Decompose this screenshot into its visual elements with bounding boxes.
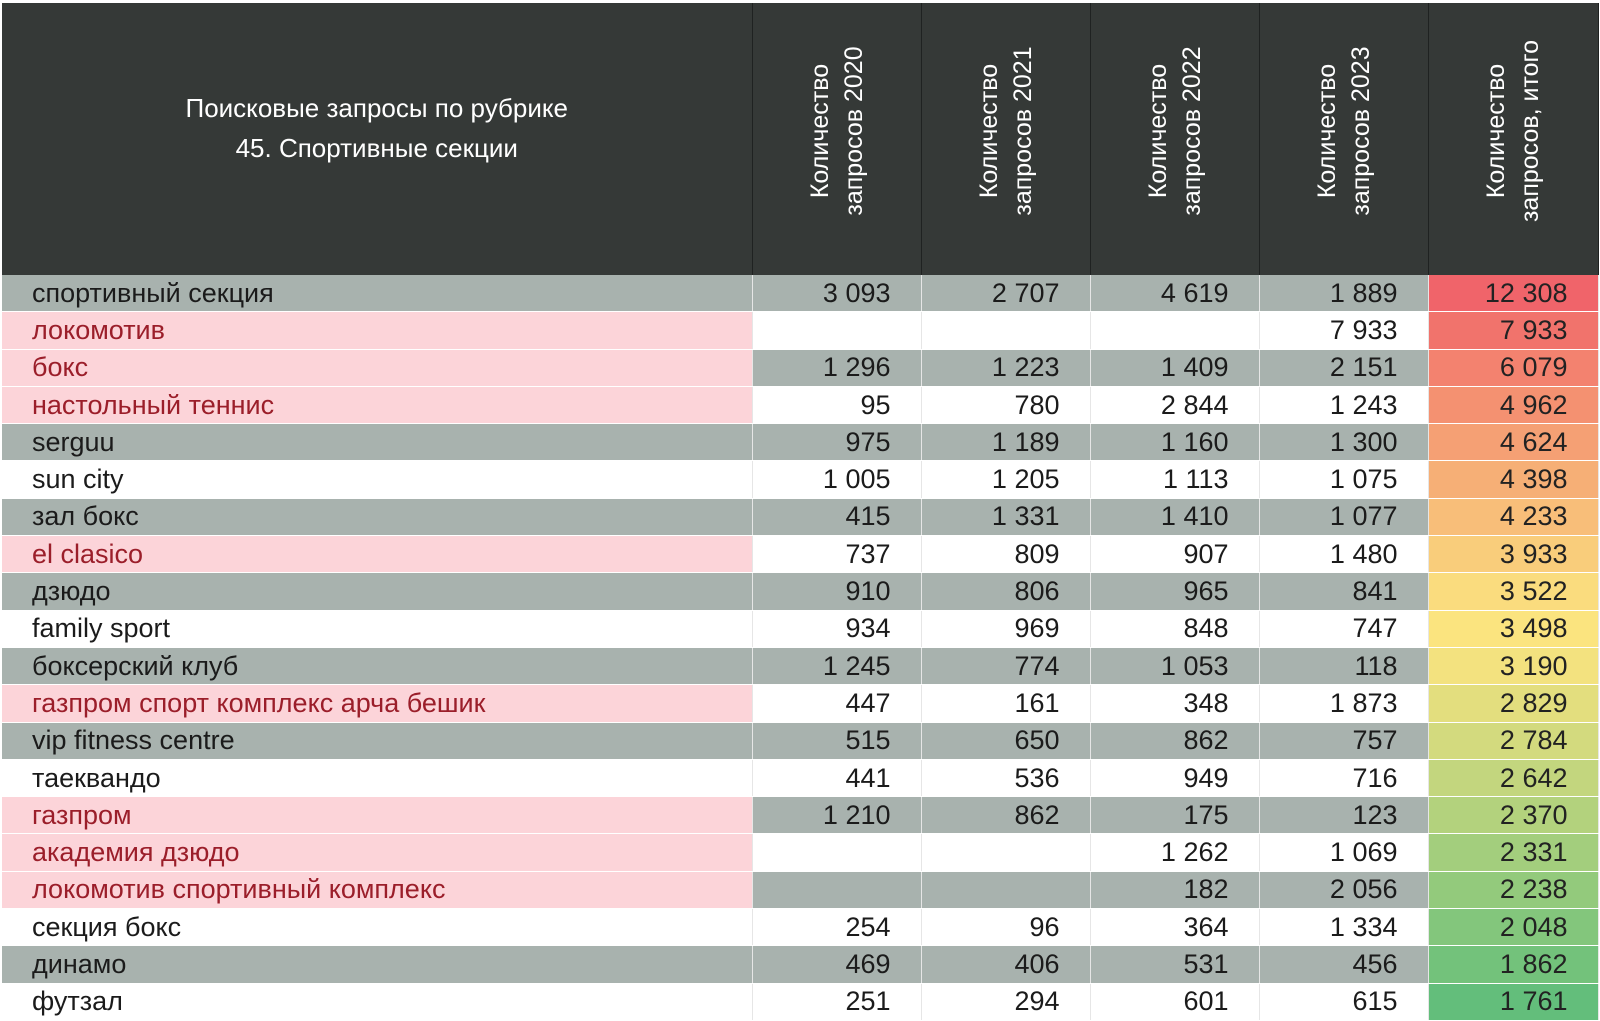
row-label: зал бокс [2,498,752,535]
value-cell: 965 [1090,573,1259,610]
value-cell: 615 [1259,983,1428,1020]
value-cell: 1 331 [921,498,1090,535]
row-label: локомотив [2,312,752,349]
value-cell: 1 189 [921,424,1090,461]
table-row [2,275,1598,312]
table-title-line-1: Поисковые запросы по рубрике [185,93,568,123]
column-header-total-line-1: Количество [1482,63,1510,199]
value-cell: 780 [921,386,1090,423]
table-row [2,461,1598,498]
value-cell: 96 [921,909,1090,946]
total-cell: 4 398 [1428,461,1598,498]
value-cell: 949 [1090,759,1259,796]
row-label: академия дзюдо [2,834,752,871]
row-label: газпром спорт комплекс арча бешик [2,685,752,722]
value-cell: 1 480 [1259,536,1428,573]
total-cell: 6 079 [1428,349,1598,386]
header-row [2,3,1598,275]
value-cell: 650 [921,722,1090,759]
value-cell: 2 844 [1090,386,1259,423]
total-cell: 4 624 [1428,424,1598,461]
value-cell [752,871,921,908]
value-cell: 737 [752,536,921,573]
table-row [2,722,1598,759]
value-cell: 1 243 [1259,386,1428,423]
value-cell: 1 262 [1090,834,1259,871]
table-row [2,983,1598,1020]
row-label: serguu [2,424,752,461]
value-cell: 1 223 [921,349,1090,386]
total-cell: 4 962 [1428,386,1598,423]
value-cell: 2 056 [1259,871,1428,908]
value-cell: 251 [752,983,921,1020]
column-header-2020 [752,3,921,275]
value-cell: 123 [1259,797,1428,834]
total-cell: 2 331 [1428,834,1598,871]
value-cell: 254 [752,909,921,946]
total-cell: 3 190 [1428,647,1598,684]
total-cell: 3 498 [1428,610,1598,647]
total-cell: 4 233 [1428,498,1598,535]
row-label: таеквандо [2,759,752,796]
value-cell: 848 [1090,610,1259,647]
total-cell: 2 048 [1428,909,1598,946]
column-header-total-line-2: запросов, итого [1516,39,1544,223]
total-cell: 3 522 [1428,573,1598,610]
value-cell [752,312,921,349]
row-label: настольный теннис [2,386,752,423]
value-cell: 348 [1090,685,1259,722]
row-label: family sport [2,610,752,647]
value-cell: 1 210 [752,797,921,834]
column-header-2022-line-1: Количество [1143,63,1172,199]
value-cell: 1 113 [1090,461,1259,498]
value-cell [752,834,921,871]
column-header-2022 [1090,3,1259,275]
value-cell: 536 [921,759,1090,796]
value-cell: 515 [752,722,921,759]
value-cell: 862 [1090,722,1259,759]
row-label: боксерский клуб [2,647,752,684]
value-cell: 294 [921,983,1090,1020]
row-label: vip fitness centre [2,722,752,759]
value-cell: 747 [1259,610,1428,647]
value-cell: 1 077 [1259,498,1428,535]
table-row [2,536,1598,573]
total-cell: 1 862 [1428,946,1598,983]
value-cell: 841 [1259,573,1428,610]
row-label: el clasico [2,536,752,573]
value-cell: 415 [752,498,921,535]
table-row [2,424,1598,461]
value-cell: 774 [921,647,1090,684]
value-cell: 975 [752,424,921,461]
value-cell: 757 [1259,722,1428,759]
total-cell: 1 761 [1428,983,1598,1020]
value-cell: 1 160 [1090,424,1259,461]
row-label: динамо [2,946,752,983]
value-cell: 469 [752,946,921,983]
value-cell: 1 409 [1090,349,1259,386]
table-row [2,834,1598,871]
table-row [2,647,1598,684]
value-cell: 1 005 [752,461,921,498]
row-label: газпром [2,797,752,834]
value-cell: 447 [752,685,921,722]
column-header-2023 [1259,3,1428,275]
total-cell: 2 370 [1428,797,1598,834]
value-cell: 1 889 [1259,275,1428,312]
row-label: дзюдо [2,573,752,610]
value-cell: 406 [921,946,1090,983]
table-body [2,275,1598,1020]
table-row [2,349,1598,386]
total-cell: 3 933 [1428,536,1598,573]
table-row [2,312,1598,349]
row-label: бокс [2,349,752,386]
value-cell: 95 [752,386,921,423]
value-cell: 364 [1090,909,1259,946]
value-cell [921,834,1090,871]
value-cell: 4 619 [1090,275,1259,312]
table-row [2,685,1598,722]
table-title [2,3,752,275]
value-cell: 118 [1259,647,1428,684]
total-cell: 2 784 [1428,722,1598,759]
value-cell: 907 [1090,536,1259,573]
column-header-total [1428,3,1598,275]
value-cell: 1 300 [1259,424,1428,461]
total-cell: 12 308 [1428,275,1598,312]
table-row [2,498,1598,535]
total-cell: 2 238 [1428,871,1598,908]
table-row [2,610,1598,647]
value-cell: 441 [752,759,921,796]
column-header-2021-line-2: запросов 2021 [1008,46,1037,216]
value-cell: 1 053 [1090,647,1259,684]
column-header-2021-line-1: Количество [974,63,1003,199]
search-queries-table [2,3,1598,1017]
value-cell: 182 [1090,871,1259,908]
value-cell: 601 [1090,983,1259,1020]
value-cell: 1 245 [752,647,921,684]
column-header-2021 [921,3,1090,275]
value-cell: 456 [1259,946,1428,983]
value-cell: 7 933 [1259,312,1428,349]
column-header-2022-line-2: запросов 2022 [1177,46,1206,216]
total-cell: 7 933 [1428,312,1598,349]
column-header-2020-line-2: запросов 2020 [839,46,868,216]
row-label: секция бокс [2,909,752,946]
value-cell: 2 151 [1259,349,1428,386]
value-cell: 1 296 [752,349,921,386]
value-cell: 1 069 [1259,834,1428,871]
value-cell: 969 [921,610,1090,647]
table-row [2,573,1598,610]
data-table [2,3,1599,1021]
value-cell: 1 334 [1259,909,1428,946]
total-cell: 2 829 [1428,685,1598,722]
table-row [2,871,1598,908]
value-cell: 3 093 [752,275,921,312]
value-cell: 2 707 [921,275,1090,312]
table-row [2,946,1598,983]
value-cell: 934 [752,610,921,647]
column-header-2020-line-1: Количество [805,63,834,199]
value-cell: 1 205 [921,461,1090,498]
row-label: sun city [2,461,752,498]
value-cell: 910 [752,573,921,610]
column-header-2023-line-1: Количество [1312,63,1341,199]
value-cell [1090,312,1259,349]
value-cell: 716 [1259,759,1428,796]
table-row [2,759,1598,796]
value-cell: 531 [1090,946,1259,983]
value-cell [921,312,1090,349]
table-row [2,797,1598,834]
table-title-line-2: 45. Спортивные секции [235,133,518,163]
row-label: локомотив спортивный комплекс [2,871,752,908]
value-cell: 809 [921,536,1090,573]
value-cell: 161 [921,685,1090,722]
value-cell: 1 075 [1259,461,1428,498]
table-row [2,386,1598,423]
value-cell: 1 410 [1090,498,1259,535]
row-label: спортивный секция [2,275,752,312]
column-header-2023-line-2: запросов 2023 [1346,46,1375,216]
value-cell: 862 [921,797,1090,834]
value-cell: 175 [1090,797,1259,834]
total-cell: 2 642 [1428,759,1598,796]
value-cell: 1 873 [1259,685,1428,722]
value-cell: 806 [921,573,1090,610]
row-label: футзал [2,983,752,1020]
value-cell [921,871,1090,908]
table-row [2,909,1598,946]
